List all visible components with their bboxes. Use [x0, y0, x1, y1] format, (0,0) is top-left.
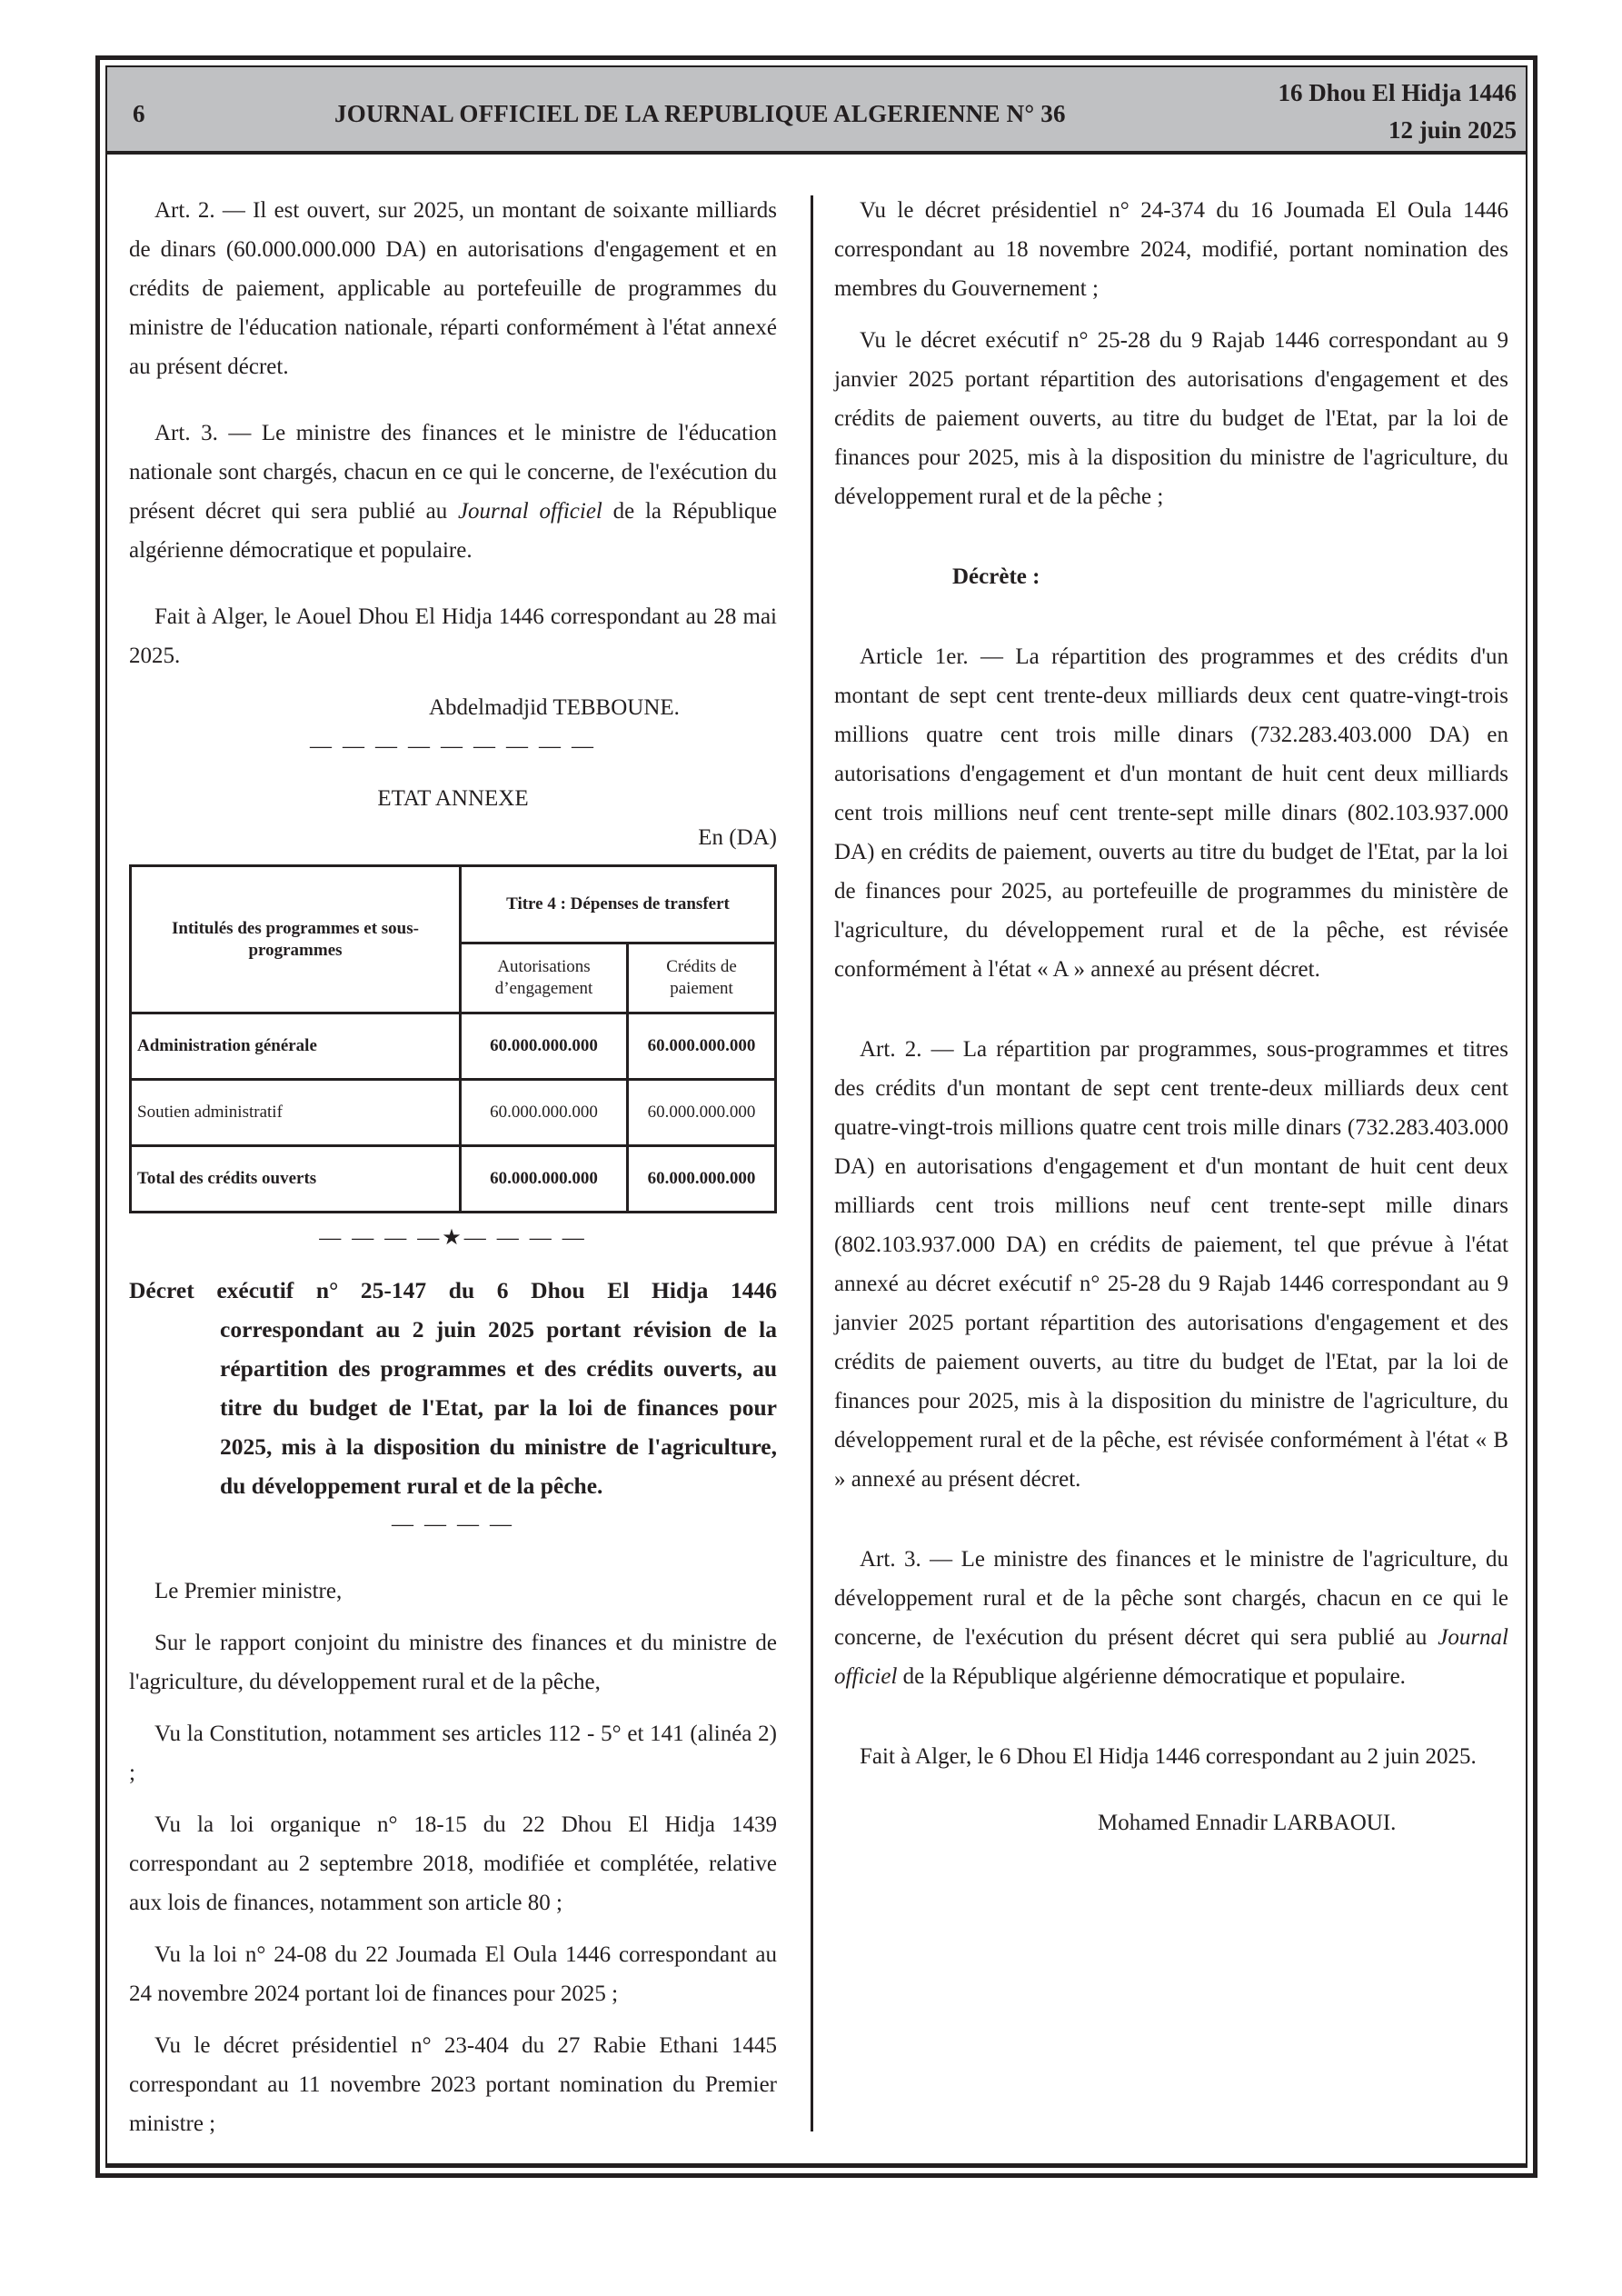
- article-3-education: [129, 414, 777, 570]
- vu-loi-finances: Vu la loi n° 24-08 du 22 Joumada El Oula 1446 correspondant au 24 novembre 2024 portant loi de finances pour 2025 ;: [129, 1942, 777, 2006]
- left-column: [129, 191, 777, 2143]
- table-row-total: [131, 1146, 776, 1213]
- page-number: 6: [133, 100, 145, 127]
- separator-rule: — — — — — — — — —: [310, 734, 596, 758]
- row-ae: 60.000.000.000: [461, 1146, 628, 1213]
- col-header-credits: Crédits de paiement: [628, 943, 776, 1013]
- table-row: [131, 1080, 776, 1146]
- col-header-autorisations: Autorisations d’engagement: [461, 943, 628, 1013]
- article-3-text: Art. 3. — Le ministre des finances et le ministre de l'éducation nationale sont chargés, chacun en ce qui le concerne, de l'exécution du présent décret qui sera publié au: [129, 421, 777, 524]
- vu-constitution: Vu la Constitution, notamment ses articles 112 - 5° et 141 (alinéa 2) ;: [129, 1722, 777, 1785]
- col-header-intitules: Intitulés des programmes et sous-programmes: [131, 866, 461, 1013]
- issue-date: [1278, 75, 1517, 149]
- annex-unit: En (DA): [698, 825, 777, 850]
- signature-larbaoui: Mohamed Ennadir LARBAOUI.: [1098, 1811, 1397, 1835]
- annex-table: [129, 864, 777, 1213]
- hijri-date: 16 Dhou El Hidja 1446: [1278, 79, 1517, 106]
- article-3: [834, 1540, 1508, 1696]
- article-2: Art. 2. — La répartition par programmes, sous-programmes et titres des crédits d'un montant de sept cent trente-deux milliards deux cent quatre-vingt-trois millions quatre cent trois mille dinars (732.283.403.000 DA) en autorisations d'engagement et d'un montant de huit cent deux milliards cent trois millions neuf cent trente-sept mille dinars (802.103.937.000 DA) en crédits de paiement, tel que prévue à l'état annexé au décret exécutif n° 25-28 du 9 Rajab 1446 correspondant au 9 janvier 2025 portant répartition des autorisations d'engagement et des crédits de paiement ouverts, au titre du budget de l'Etat, par la loi de finances pour 2025, mis à la disposition du ministre de l'agriculture, du développement rural et de la pêche, est révisée conformément à l'état « B » annexé au présent décret.: [834, 1037, 1508, 1492]
- journal-officiel-italic: Journal officiel: [457, 499, 602, 524]
- article-1: Article 1er. — La répartition des programmes et des crédits d'un montant de sept cent trente-deux milliards deux cent quatre-vingt-trois millions quatre cent trois mille dinars (732.283.403.000 DA) en autorisations d'engagement et d'un montant de huit cent deux milliards cent trois millions neuf cent trente-sept mille dinars (802.103.937.000 DA) en crédits de paiement, ouverts au titre du budget de l'Etat, par la loi de finances pour 2025, au portefeuille de programmes du ministère de l'agriculture, du développement rural et de la pêche, est révisée conformément à l'état « A » annexé au présent décret.: [834, 644, 1508, 982]
- article-3-text-end: de la République algérienne démocratique et populaire.: [897, 1664, 1406, 1689]
- journal-header: [107, 67, 1526, 155]
- row-label: Soutien administratif: [131, 1080, 461, 1146]
- table-row: [131, 1013, 776, 1080]
- star-separator: — — — —★— — — —: [319, 1226, 587, 1250]
- row-cp: 60.000.000.000: [628, 1146, 776, 1213]
- row-ae: 60.000.000.000: [461, 1013, 628, 1080]
- row-cp: 60.000.000.000: [628, 1013, 776, 1080]
- vu-decret-premier-ministre: Vu le décret présidentiel n° 23-404 du 27 Rabie Ethani 1445 correspondant au 11 novembre 2023 portant nomination du Premier ministre ;: [129, 2033, 777, 2136]
- rapport-conjoint: Sur le rapport conjoint du ministre des finances et du ministre de l'agriculture, du développement rural et de la pêche,: [129, 1631, 777, 1694]
- decrete-heading: Décrète :: [952, 564, 1040, 589]
- gregorian-date: 12 juin 2025: [1388, 116, 1517, 144]
- vu-decret-executif-25-28: Vu le décret exécutif n° 25-28 du 9 Rajab 1446 correspondant au 9 janvier 2025 portant répartition des autorisations d'engagement et des crédits de paiement ouverts, au titre du budget de l'Etat, par la loi de finances pour 2025, mis à la disposition du ministre de l'agriculture, du développement rural et de la pêche ;: [834, 328, 1508, 509]
- separator-rule-short: — — — —: [392, 1512, 514, 1536]
- row-label: Administration générale: [131, 1013, 461, 1080]
- page-bottom-rule: [105, 2163, 1527, 2168]
- fait-a-alger-1: Fait à Alger, le Aouel Dhou El Hidja 1446 correspondant au 28 mai 2025.: [129, 604, 777, 668]
- decree-title: Décret exécutif n° 25-147 du 6 Dhou El Hidja 1446 correspondant au 2 juin 2025 portant révision de la répartition des programmes et des crédits ouverts, au titre du budget de l'Etat, par la loi de finances pour 2025, mis à la disposition du ministre de l'agriculture, du développement rural et de la pêche.: [129, 1277, 777, 1499]
- annex-title: ETAT ANNEXE: [377, 786, 529, 811]
- journal-officiel-italic: Journal officiel: [834, 1625, 1508, 1689]
- row-label: Total des crédits ouverts: [131, 1146, 461, 1213]
- article-3-text-end: de la République algérienne démocratique et populaire.: [129, 499, 777, 563]
- right-column: [834, 191, 1508, 1842]
- column-divider: [811, 195, 813, 2131]
- vu-decret-gouvernement: Vu le décret présidentiel n° 24-374 du 16 Joumada El Oula 1446 correspondant au 18 novembre 2024, modifié, portant nomination des membres du Gouvernement ;: [834, 198, 1508, 301]
- article-2-education: Art. 2. — Il est ouvert, sur 2025, un montant de soixante milliards de dinars (60.000.000.000 DA) en autorisations d'engagement et en crédits de paiement, applicable au portefeuille de programmes du ministre de l'éducation nationale, réparti conformément à l'état annexé au présent décret.: [129, 198, 777, 379]
- premier-ministre: Le Premier ministre,: [154, 1579, 343, 1603]
- article-3-text: Art. 3. — Le ministre des finances et le ministre de l'agriculture, du développement rural et de la pêche sont chargés, chacun en ce qui le concerne, de l'exécution du présent décret qui sera publié au: [834, 1547, 1508, 1650]
- row-ae: 60.000.000.000: [461, 1080, 628, 1146]
- journal-title: JOURNAL OFFICIEL DE LA REPUBLIQUE ALGERIENNE N° 36: [334, 100, 1066, 127]
- vu-loi-organique: Vu la loi organique n° 18-15 du 22 Dhou El Hidja 1439 correspondant au 2 septembre 2018, modifiée et complétée, relative aux lois de finances, notamment son article 80 ;: [129, 1812, 777, 1915]
- fait-a-alger-2: Fait à Alger, le 6 Dhou El Hidja 1446 correspondant au 2 juin 2025.: [860, 1744, 1477, 1769]
- signature-tebboune: Abdelmadjid TEBBOUNE.: [429, 695, 680, 720]
- row-cp: 60.000.000.000: [628, 1080, 776, 1146]
- group-header-titre4: Titre 4 : Dépenses de transfert: [461, 866, 776, 943]
